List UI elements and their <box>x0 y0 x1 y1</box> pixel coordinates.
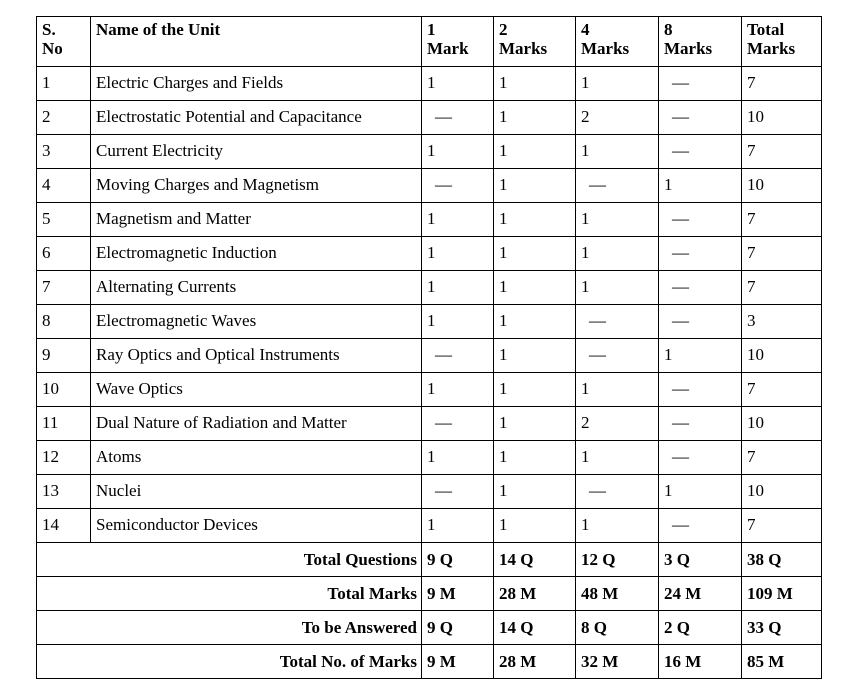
two-marks-cell: 1 <box>494 475 576 509</box>
unit-name-cell: Current Electricity <box>91 135 422 169</box>
header-4-marks: 4 Marks <box>576 17 659 67</box>
summary-8-marks: 24 M <box>659 577 742 611</box>
summary-label: Total Questions <box>91 543 422 577</box>
unit-name-cell: Electrostatic Potential and Capacitance <box>91 101 422 135</box>
sno-cell: 7 <box>37 271 91 305</box>
summary-4-marks: 48 M <box>576 577 659 611</box>
four-marks-cell: 2 <box>576 101 659 135</box>
unit-name-cell: Electromagnetic Waves <box>91 305 422 339</box>
unit-name-cell: Dual Nature of Radiation and Matter <box>91 407 422 441</box>
one-mark-cell: 1 <box>422 67 494 101</box>
total-marks-cell: 7 <box>742 271 822 305</box>
unit-name-cell: Semiconductor Devices <box>91 509 422 543</box>
table-row <box>37 339 822 373</box>
unit-name-cell: Magnetism and Matter <box>91 203 422 237</box>
total-marks-cell: 3 <box>742 305 822 339</box>
summary-2-marks: 14 Q <box>494 543 576 577</box>
sno-cell: 3 <box>37 135 91 169</box>
summary-total: 85 M <box>742 645 822 679</box>
total-marks-cell: 7 <box>742 509 822 543</box>
table-row <box>37 475 822 509</box>
unit-name-cell: Atoms <box>91 441 422 475</box>
eight-marks-cell: — <box>659 203 742 237</box>
four-marks-cell: 1 <box>576 67 659 101</box>
four-marks-cell: 1 <box>576 135 659 169</box>
sno-cell: 8 <box>37 305 91 339</box>
sno-cell: 11 <box>37 407 91 441</box>
one-mark-cell: 1 <box>422 135 494 169</box>
summary-8-marks: 3 Q <box>659 543 742 577</box>
summary-2-marks: 14 Q <box>494 611 576 645</box>
table-row <box>37 271 822 305</box>
summary-blank-cell <box>37 645 91 679</box>
table-row <box>37 135 822 169</box>
two-marks-cell: 1 <box>494 305 576 339</box>
table-row <box>37 407 822 441</box>
four-marks-cell: — <box>576 169 659 203</box>
summary-blank-cell <box>37 577 91 611</box>
sno-cell: 4 <box>37 169 91 203</box>
total-marks-cell: 10 <box>742 101 822 135</box>
eight-marks-cell: — <box>659 305 742 339</box>
summary-4-marks: 32 M <box>576 645 659 679</box>
table-row <box>37 509 822 543</box>
one-mark-cell: 1 <box>422 373 494 407</box>
sno-cell: 13 <box>37 475 91 509</box>
sno-cell: 1 <box>37 67 91 101</box>
table-row <box>37 305 822 339</box>
two-marks-cell: 1 <box>494 135 576 169</box>
eight-marks-cell: — <box>659 237 742 271</box>
unit-name-cell: Wave Optics <box>91 373 422 407</box>
total-marks-cell: 10 <box>742 169 822 203</box>
unit-name-cell: Ray Optics and Optical Instruments <box>91 339 422 373</box>
eight-marks-cell: — <box>659 373 742 407</box>
summary-row <box>37 645 822 679</box>
eight-marks-cell: — <box>659 509 742 543</box>
four-marks-cell: 1 <box>576 509 659 543</box>
sno-cell: 5 <box>37 203 91 237</box>
two-marks-cell: 1 <box>494 373 576 407</box>
summary-total: 38 Q <box>742 543 822 577</box>
one-mark-cell: — <box>422 407 494 441</box>
two-marks-cell: 1 <box>494 271 576 305</box>
eight-marks-cell: — <box>659 407 742 441</box>
eight-marks-cell: — <box>659 101 742 135</box>
table-row <box>37 237 822 271</box>
eight-marks-cell: — <box>659 441 742 475</box>
two-marks-cell: 1 <box>494 67 576 101</box>
summary-1-mark: 9 Q <box>422 611 494 645</box>
four-marks-cell: 2 <box>576 407 659 441</box>
total-marks-cell: 7 <box>742 67 822 101</box>
table-row <box>37 169 822 203</box>
eight-marks-cell: — <box>659 135 742 169</box>
four-marks-cell: 1 <box>576 203 659 237</box>
header-2-marks: 2 Marks <box>494 17 576 67</box>
four-marks-cell: 1 <box>576 373 659 407</box>
one-mark-cell: 1 <box>422 203 494 237</box>
eight-marks-cell: 1 <box>659 339 742 373</box>
one-mark-cell: — <box>422 101 494 135</box>
one-mark-cell: 1 <box>422 237 494 271</box>
header-sno: S. No <box>37 17 91 67</box>
two-marks-cell: 1 <box>494 101 576 135</box>
summary-row <box>37 611 822 645</box>
four-marks-cell: 1 <box>576 441 659 475</box>
eight-marks-cell: — <box>659 271 742 305</box>
summary-2-marks: 28 M <box>494 577 576 611</box>
summary-2-marks: 28 M <box>494 645 576 679</box>
summary-1-mark: 9 Q <box>422 543 494 577</box>
unit-name-cell: Electromagnetic Induction <box>91 237 422 271</box>
two-marks-cell: 1 <box>494 441 576 475</box>
table-row <box>37 101 822 135</box>
total-marks-cell: 10 <box>742 339 822 373</box>
total-marks-cell: 10 <box>742 475 822 509</box>
summary-8-marks: 16 M <box>659 645 742 679</box>
one-mark-cell: — <box>422 475 494 509</box>
table-row <box>37 441 822 475</box>
header-8-marks: 8 Marks <box>659 17 742 67</box>
sno-cell: 2 <box>37 101 91 135</box>
total-marks-cell: 7 <box>742 135 822 169</box>
two-marks-cell: 1 <box>494 169 576 203</box>
summary-label: To be Answered <box>91 611 422 645</box>
unit-name-cell: Moving Charges and Magnetism <box>91 169 422 203</box>
one-mark-cell: 1 <box>422 305 494 339</box>
summary-row <box>37 543 822 577</box>
table-row <box>37 67 822 101</box>
sno-cell: 6 <box>37 237 91 271</box>
marks-distribution-table <box>36 16 822 679</box>
total-marks-cell: 7 <box>742 441 822 475</box>
four-marks-cell: — <box>576 339 659 373</box>
total-marks-cell: 7 <box>742 373 822 407</box>
one-mark-cell: 1 <box>422 271 494 305</box>
summary-8-marks: 2 Q <box>659 611 742 645</box>
sno-cell: 14 <box>37 509 91 543</box>
one-mark-cell: 1 <box>422 509 494 543</box>
header-row <box>37 17 822 67</box>
header-1-mark: 1 Mark <box>422 17 494 67</box>
total-marks-cell: 7 <box>742 237 822 271</box>
summary-total: 33 Q <box>742 611 822 645</box>
one-mark-cell: 1 <box>422 441 494 475</box>
summary-blank-cell <box>37 543 91 577</box>
eight-marks-cell: 1 <box>659 475 742 509</box>
summary-row <box>37 577 822 611</box>
eight-marks-cell: — <box>659 67 742 101</box>
table-row <box>37 373 822 407</box>
one-mark-cell: — <box>422 169 494 203</box>
summary-4-marks: 12 Q <box>576 543 659 577</box>
sno-cell: 12 <box>37 441 91 475</box>
sno-cell: 10 <box>37 373 91 407</box>
sno-cell: 9 <box>37 339 91 373</box>
total-marks-cell: 10 <box>742 407 822 441</box>
summary-1-mark: 9 M <box>422 577 494 611</box>
unit-name-cell: Alternating Currents <box>91 271 422 305</box>
two-marks-cell: 1 <box>494 339 576 373</box>
summary-blank-cell <box>37 611 91 645</box>
header-unit: Name of the Unit <box>91 17 422 67</box>
four-marks-cell: — <box>576 475 659 509</box>
summary-label: Total Marks <box>91 577 422 611</box>
summary-1-mark: 9 M <box>422 645 494 679</box>
four-marks-cell: — <box>576 305 659 339</box>
unit-name-cell: Electric Charges and Fields <box>91 67 422 101</box>
summary-label: Total No. of Marks <box>91 645 422 679</box>
unit-name-cell: Nuclei <box>91 475 422 509</box>
table-row <box>37 203 822 237</box>
eight-marks-cell: 1 <box>659 169 742 203</box>
four-marks-cell: 1 <box>576 237 659 271</box>
one-mark-cell: — <box>422 339 494 373</box>
summary-total: 109 M <box>742 577 822 611</box>
summary-4-marks: 8 Q <box>576 611 659 645</box>
total-marks-cell: 7 <box>742 203 822 237</box>
two-marks-cell: 1 <box>494 237 576 271</box>
four-marks-cell: 1 <box>576 271 659 305</box>
header-total-marks: Total Marks <box>742 17 822 67</box>
two-marks-cell: 1 <box>494 509 576 543</box>
two-marks-cell: 1 <box>494 203 576 237</box>
two-marks-cell: 1 <box>494 407 576 441</box>
